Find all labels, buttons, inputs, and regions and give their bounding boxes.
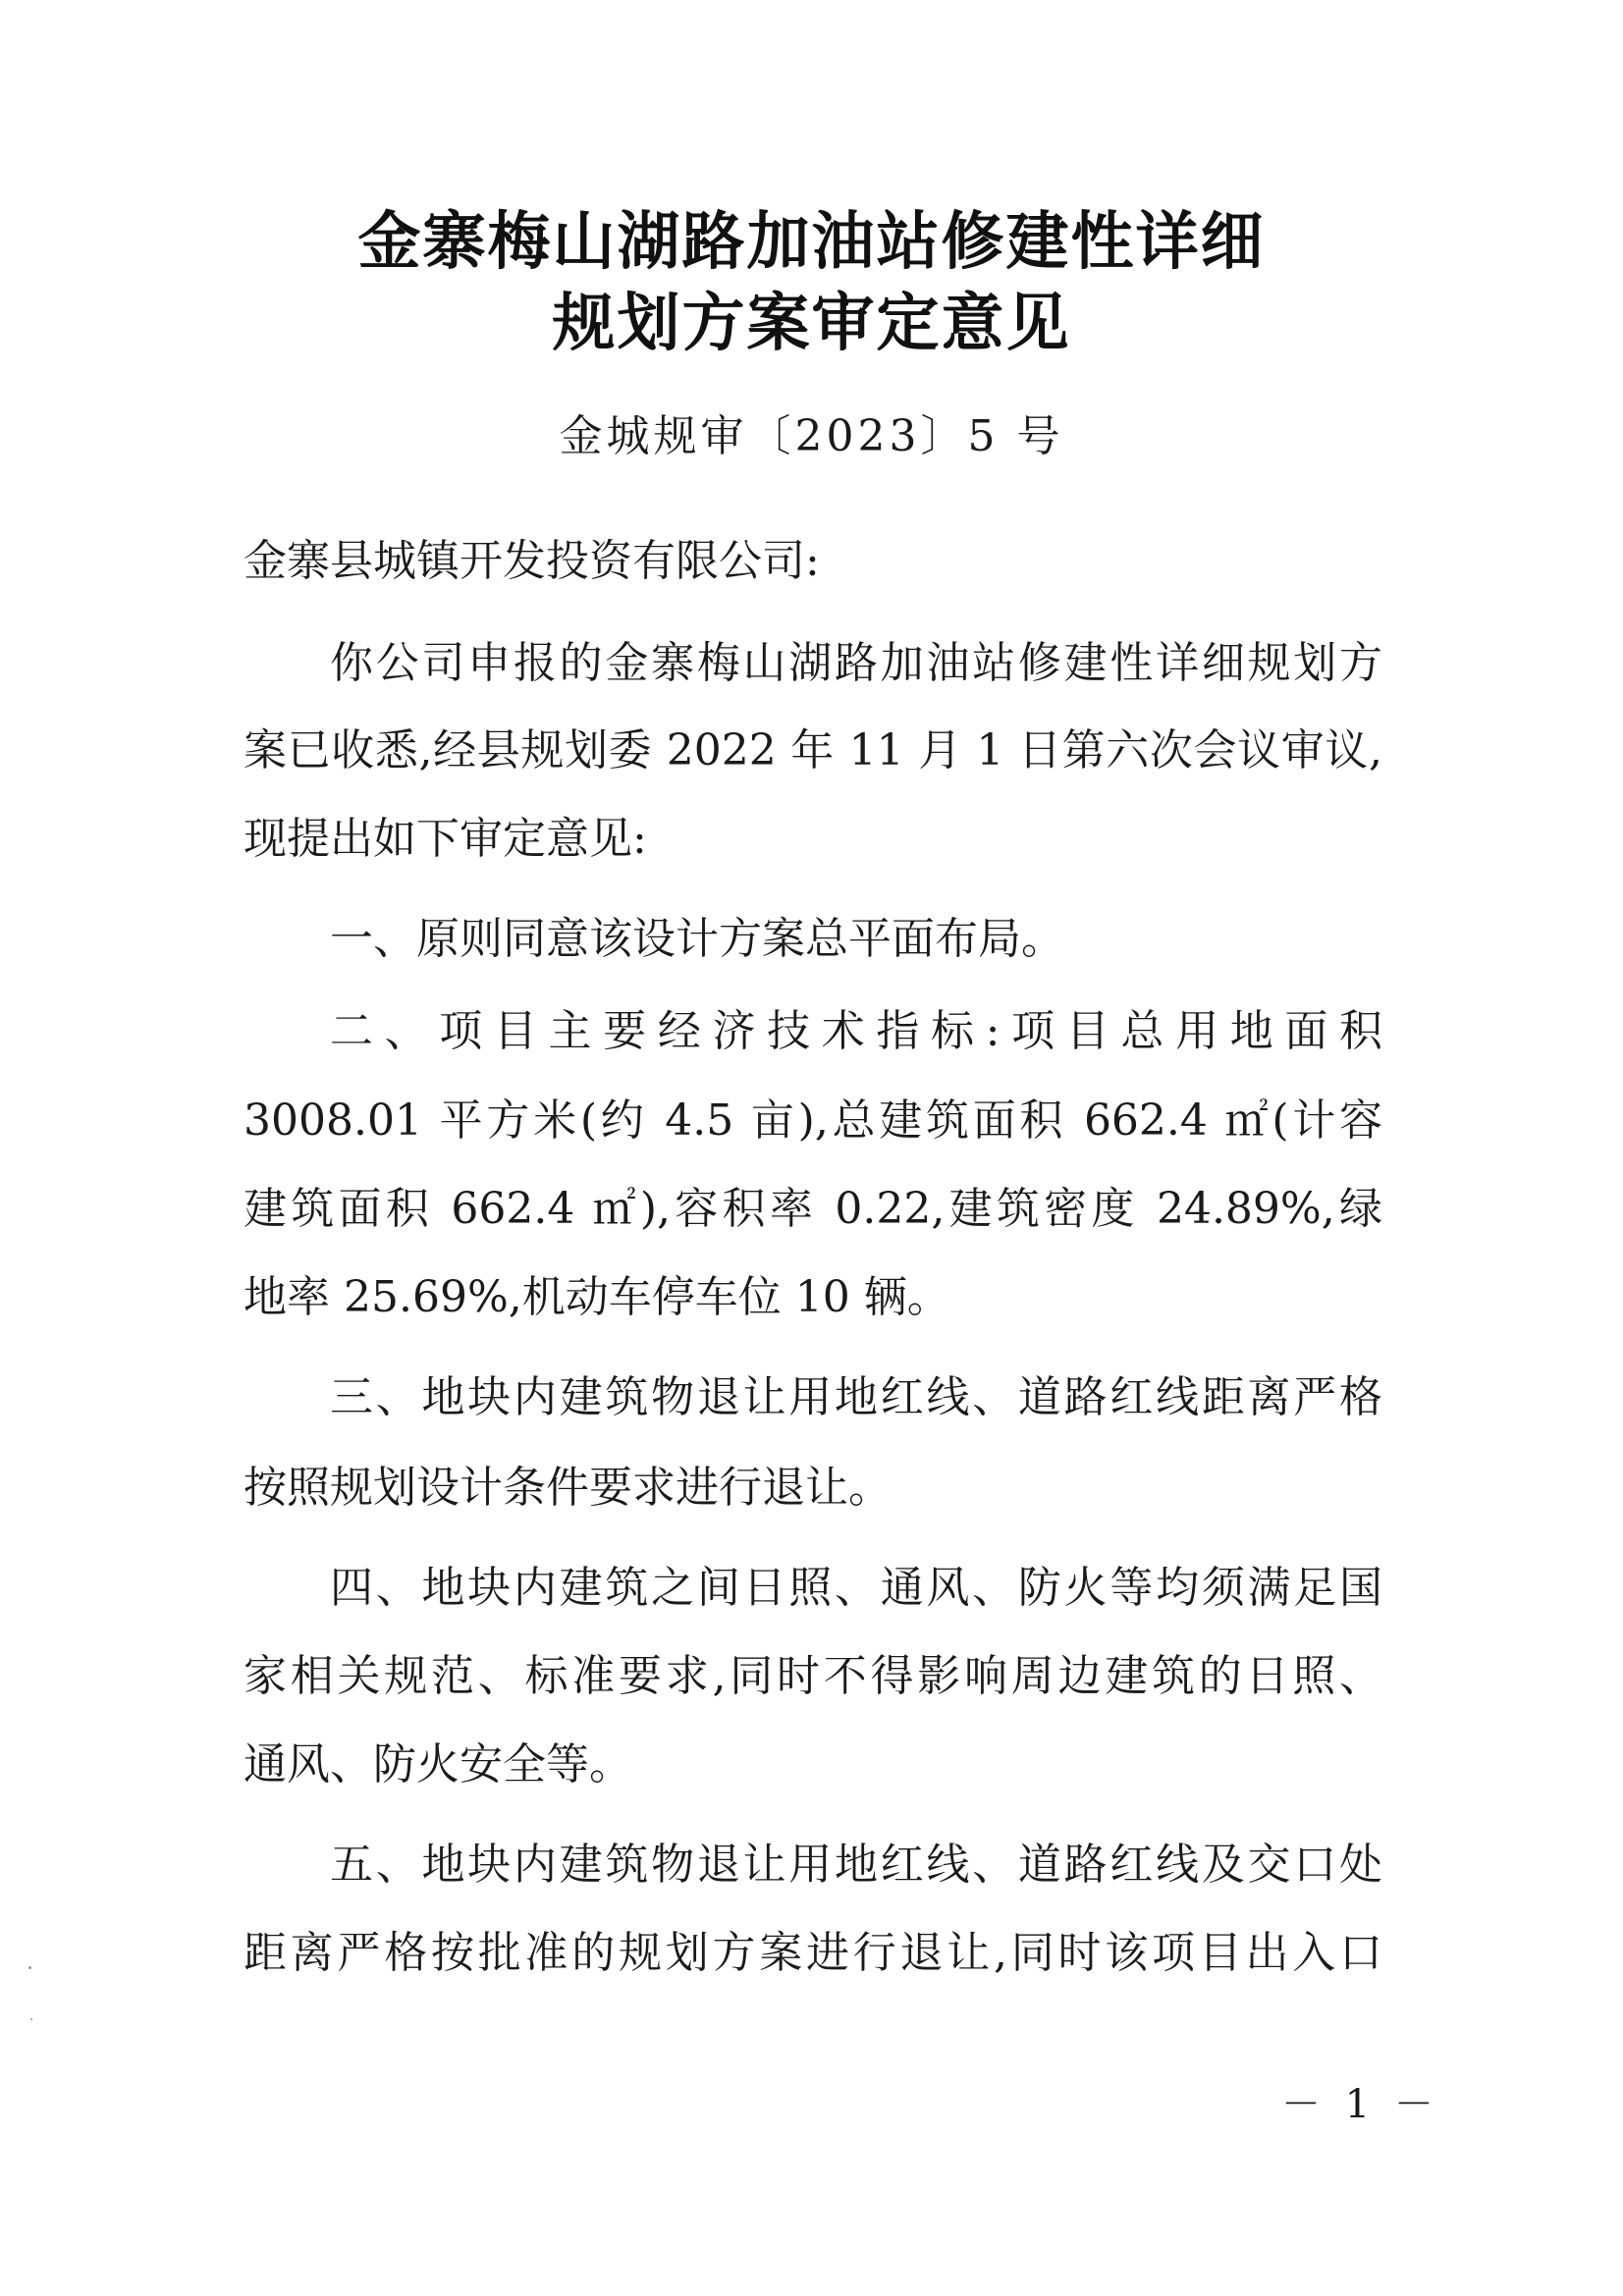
item-2-line-3: 建筑面积 662.4 ㎡),容积率 0.22,建筑密度 24.89%,绿 [243,1184,1382,1234]
scan-speck [30,2018,32,2020]
item-3-line-1: 三、地块内建筑物退让用地红线、道路红线距离严格 [330,1372,1382,1422]
item-4-line-2: 家相关规范、标准要求,同时不得影响周边建筑的日照、 [243,1651,1382,1701]
paragraph-1-line-3: 现提出如下审定意见: [243,814,647,864]
item-4-line-1: 四、地块内建筑之间日照、通风、防火等均须满足国 [330,1563,1382,1613]
document-number: 金城规审〔2023〕5 号 [559,411,1064,461]
document-title-line-1: 金寨梅山湖路加油站修建性详细 [357,206,1266,279]
item-5-line-1: 五、地块内建筑物退让用地红线、道路红线及交口处 [330,1840,1382,1890]
item-3-line-2: 按照规划设计条件要求进行退让。 [243,1463,892,1513]
addressee: 金寨县城镇开发投资有限公司: [243,536,820,586]
item-4-line-3: 通风、防火安全等。 [243,1739,632,1789]
paragraph-1-line-2: 案已收悉,经县规划委 2022 年 11 月 1 日第六次会议审议, [243,725,1382,775]
item-2-line-2: 3008.01 平方米(约 4.5 亩),总建筑面积 662.4 ㎡(计容 [243,1095,1382,1146]
item-2-line-4: 地率 25.69%,机动车停车位 10 辆。 [243,1272,950,1322]
scan-speck [28,1966,31,1969]
paragraph-1-line-1: 你公司申报的金寨梅山湖路加油站修建性详细规划方 [330,638,1382,688]
item-5-line-2: 距离严格按批准的规划方案进行退让,同时该项目出入口 [243,1928,1382,1978]
item-1-line-1: 一、原则同意该设计方案总平面布局。 [330,914,1064,964]
document-title-line-2: 规划方案审定意见 [552,288,1071,360]
item-2-line-1: 二、项目主要经济技术指标:项目总用地面积 [330,1006,1382,1056]
page-number: － 1 － [1281,2082,1439,2127]
